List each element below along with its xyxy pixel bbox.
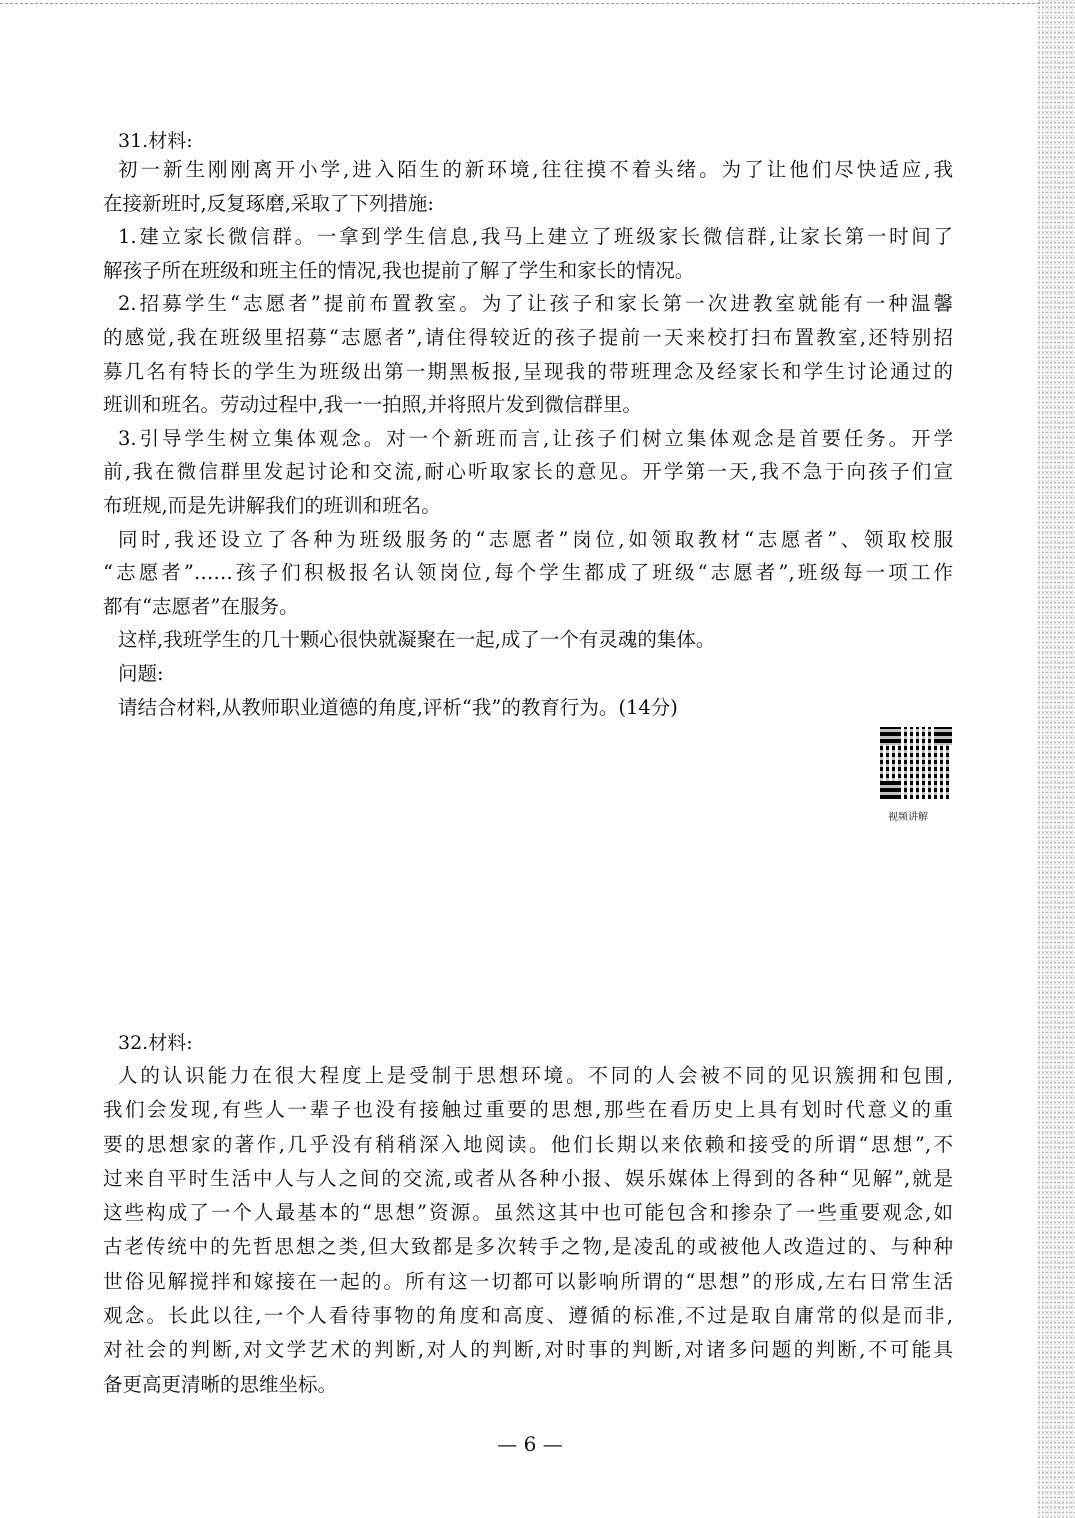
text-line: 人的认识能力在很大程度上是受制于思想环境。不同的人会被不同的见识簇拥和包围,	[118, 1064, 953, 1087]
text-line: 1.建立家长微信群。一拿到学生信息,我马上建立了班级家长微信群,让家长第一时间了	[118, 225, 953, 249]
scan-top-border	[0, 3, 1040, 4]
question-32-material	[103, 1059, 953, 1402]
text-line: 在接新班时,反复琢磨,采取了下列措施:	[103, 191, 434, 215]
text-line: 布班规,而是先讲解我们的班训和班名。	[103, 493, 441, 517]
text-line: 都有“志愿者”在服务。	[103, 594, 299, 618]
question-31-material	[103, 153, 953, 724]
text-line: 2.招募学生“志愿者”提前布置教室。为了让孩子和家长第一次进教室就能有一种温馨	[118, 292, 953, 316]
text-line: 观念。长此以往,一个人看待事物的角度和高度、遵循的标准,不过是取自庸常的似是而非,	[103, 1304, 953, 1328]
text-line: 这样,我班学生的几十颗心很快就凝聚在一起,成了一个有灵魂的集体。	[118, 628, 716, 652]
qr-code-icon[interactable]	[880, 727, 952, 799]
text-line: 同时,我还设立了各种为班级服务的“志愿者”岗位,如领取教材“志愿者”、领取校服	[118, 527, 953, 551]
question-31-label: 31.材料:	[118, 130, 193, 152]
page-number: — 6 —	[497, 1432, 563, 1456]
scan-edge-noise	[1037, 0, 1075, 1518]
text-line: 古老传统中的先哲思想之类,但大致都是多次转手之物,是凌乱的或被他人改造过的、与种种	[103, 1235, 953, 1259]
question-32-label: 32.材料:	[118, 1032, 193, 1054]
text-line: 3.引导学生树立集体观念。对一个新班而言,让孩子们树立集体观念是首要任务。开学	[118, 426, 953, 450]
question-heading: 问题:	[118, 661, 164, 685]
text-line: 前,我在微信群里发起讨论和交流,耐心听取家长的意见。开学第一天,我不急于向孩子们宣	[103, 460, 953, 484]
qr-caption: 视频讲解	[888, 812, 928, 823]
text-line: “志愿者”……孩子们积极报名认领岗位,每个学生都成了班级“志愿者”,班级每一项工作	[103, 561, 953, 585]
text-line: 解孩子所在班级和班主任的情况,我也提前了解了学生和家长的情况。	[103, 258, 695, 282]
text-line: 募几名有特长的学生为班级出第一期黑板报,呈现我的带班理念及经家长和学生讨论通过的	[103, 359, 953, 383]
text-line: 备更高更清晰的思维坐标。	[103, 1372, 338, 1396]
text-line: 过来自平时生活中人与人之间的交流,或者从各种小报、娱乐媒体上得到的各种“见解”,就是	[103, 1166, 953, 1190]
text-line: 班训和班名。劳动过程中,我一一拍照,并将照片发到微信群里。	[103, 393, 642, 417]
text-line: 对社会的判断,对文学艺术的判断,对人的判断,对时事的判断,对诸多问题的判断,不可能具	[103, 1338, 953, 1362]
text-line: 我们会发现,有些人一辈子也没有接触过重要的思想,那些在看历史上具有划时代意义的重	[103, 1098, 953, 1122]
text-line: 要的思想家的著作,几乎没有稍稍深入地阅读。他们长期以来依赖和接受的所谓“思想”,不	[103, 1132, 953, 1156]
text-line: 这些构成了一个人最基本的“思想”资源。虽然这其中也可能包含和掺杂了一些重要观念,如	[103, 1201, 953, 1225]
text-line: 初一新生刚刚离开小学,进入陌生的新环境,往往摸不着头绪。为了让他们尽快适应,我	[118, 158, 953, 181]
text-line: 的感觉,我在班级里招募“志愿者”,请住得较近的孩子提前一天来校打扫布置教室,还特别招	[103, 325, 953, 349]
question-prompt: 请结合材料,从教师职业道德的角度,评析“我”的教育行为。(14分)	[118, 695, 678, 719]
text-line: 世俗见解搅拌和嫁接在一起的。所有这一切都可以影响所谓的“思想”的形成,左右日常生活	[103, 1269, 953, 1293]
